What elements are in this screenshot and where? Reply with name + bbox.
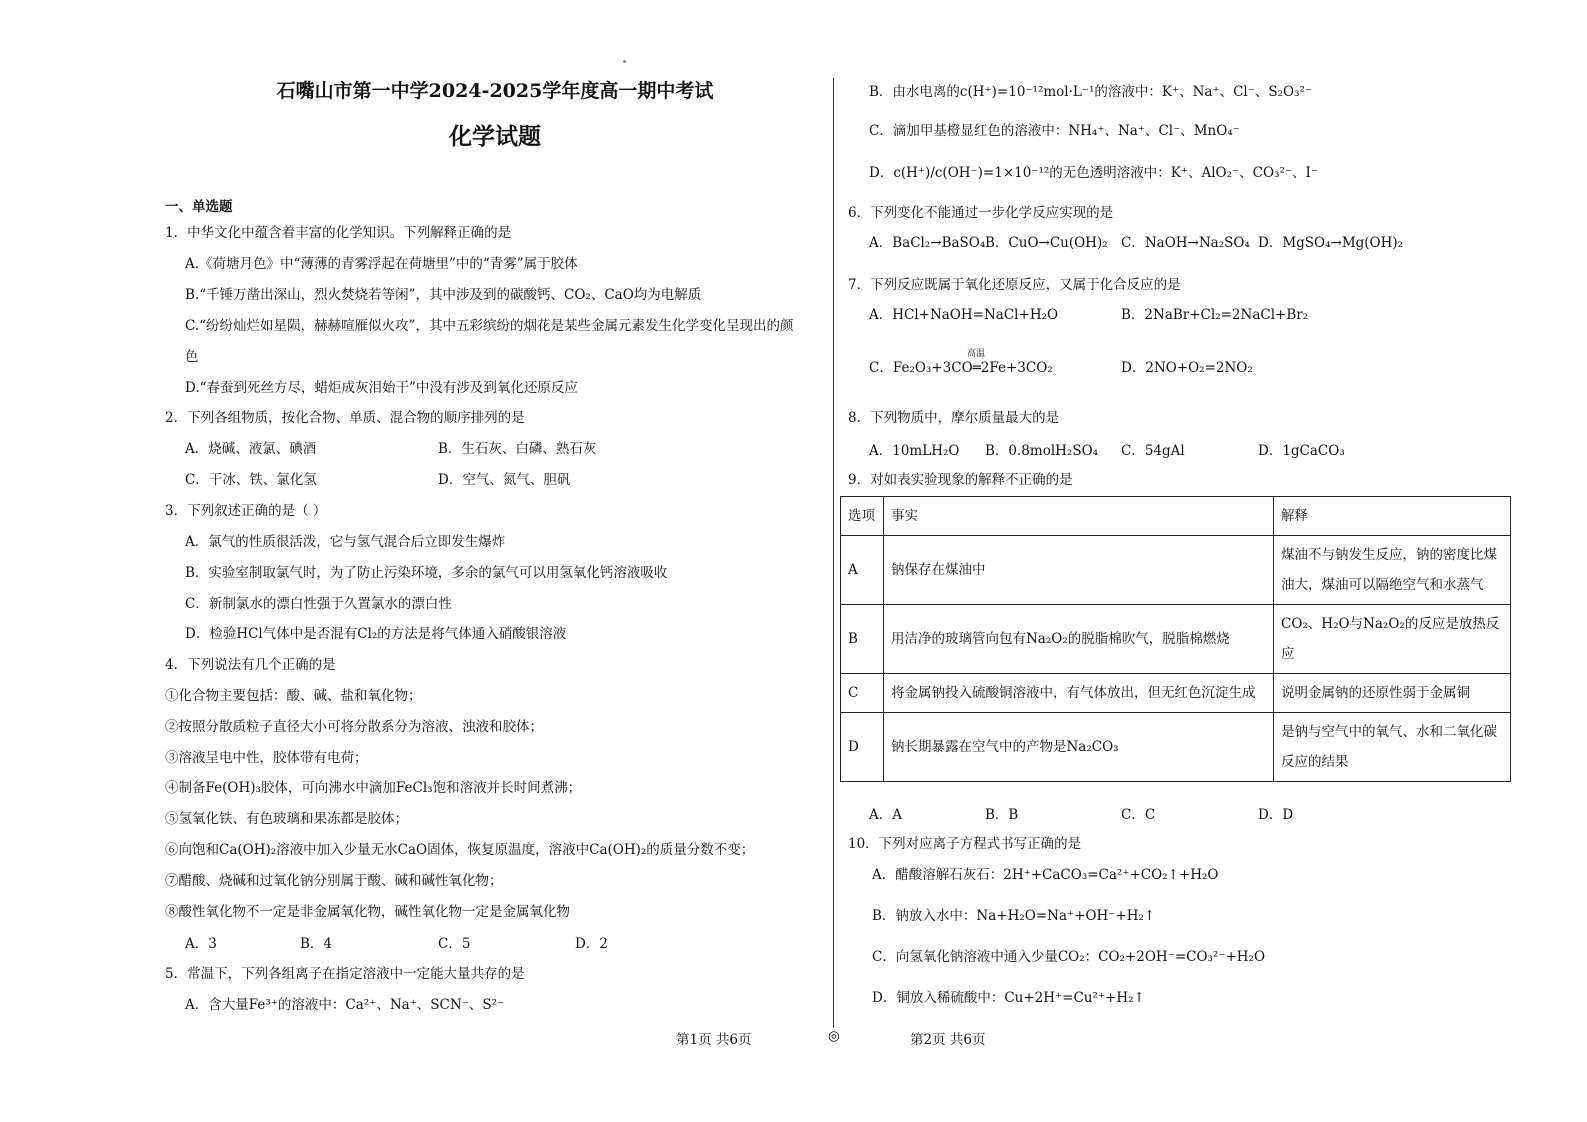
q2-option-d: D．空气、氮气、胆矾 [438,472,571,488]
q9-option-c: C．C [1121,807,1156,823]
q1-option-a: A.《荷塘月色》中“薄薄的青雾浮起在荷塘里”中的“青雾”属于胶体 [185,256,578,272]
table-cell-fact: 钠长期暴露在空气中的产物是Na₂CO₃ [884,713,1274,782]
explanation-line: CO₂、H₂O与Na₂O₂的反应是放热反 [1281,616,1500,632]
table-cell-explanation [1274,536,1511,605]
q2-option-b: B．生石灰、白磷、熟石灰 [438,441,597,457]
table-cell-explanation [1274,674,1511,713]
q4-statement-2: ②按照分散质粒子直径大小可将分散系分为溶液、浊液和胶体； [165,719,543,735]
q2-option-a: A．烧碱、液氯、碘酒 [185,441,317,457]
q4-statement-6: ⑥向饱和Ca(OH)₂溶液中加入少量无水CaO固体，恢复原温度，溶液中Ca(OH)₂的质量分数不变； [165,842,755,858]
q10-option-c: C．向氢氧化钠溶液中通入少量CO₂：CO₂+2OH⁻=CO₃²⁻+H₂O [872,949,1266,965]
column-divider [833,78,834,1028]
question-4-stem: 4．下列说法有几个正确的是 [165,657,336,673]
table-header-cell: 解释 [1274,497,1511,536]
question-3-stem: 3．下列叙述正确的是（ ） [165,503,327,519]
explanation-line: 应 [1281,646,1295,662]
explanation-line: 说明金属钠的还原性弱于金属铜 [1281,685,1470,701]
q7-option-a: A．HCl+NaOH=NaCl+H₂O [869,307,1059,323]
q8-option-d: D．1gCaCO₃ [1258,443,1345,459]
table-cell-fact: 钠保存在煤油中 [884,536,1274,605]
table-cell-fact: 将金属钠投入硫酸铜溶液中，有气体放出，但无红色沉淀生成 [884,674,1274,713]
question-5-stem: 5．常温下，下列各组离子在指定溶液中一定能大量共存的是 [165,966,525,982]
q1-option-b: B.“千锤万凿出深山，烈火焚烧若等闲”，其中涉及到的碳酸钙、CO₂、CaO均为电解质 [185,287,702,303]
question-1-stem: 1．中华文化中蕴含着丰富的化学知识。下列解释正确的是 [165,225,512,241]
q1-option-c: C.“纷纷灿烂如星陨，赫赫喧雁似火攻”，其中五彩缤纷的烟花是某些金属元素发生化学变化呈现出的颜 [185,318,794,334]
question-2-stem: 2．下列各组物质，按化合物、单质、混合物的顺序排列的是 [165,410,525,426]
table-cell-option: C [841,674,884,713]
q4-statement-5: ⑤氢氧化铁、有色玻璃和果冻都是胶体； [165,811,408,827]
q4-option-c: C．5 [438,936,471,952]
table-cell-option: B [841,605,884,674]
q4-statement-8: ⑧酸性氧化物不一定是非金属氧化物，碱性氧化物一定是金属氧化物 [165,904,570,920]
q10-option-b: B．钠放入水中：Na+H₂O=Na⁺+OH⁻+H₂↑ [872,908,1156,924]
q6-option-d: D．MgSO₄→Mg(OH)₂ [1258,235,1404,251]
table-row [841,713,1511,782]
q2-option-c: C．干冰、铁、氯化氢 [185,472,317,488]
q4-statement-7: ⑦醋酸、烧碱和过氧化钠分别属于酸、碱和碱性氧化物； [165,873,503,889]
q10-option-a: A．醋酸溶解石灰石：2H⁺+CaCO₃=Ca²⁺+CO₂↑+H₂O [872,867,1219,883]
explanation-line: 煤油不与钠发生反应，钠的密度比煤 [1281,547,1497,563]
q1-option-c-cont: 色 [185,349,199,365]
binding-circle-icon: ◎ [828,1028,840,1044]
explanation-line: 油大，煤油可以隔绝空气和水蒸气 [1281,577,1484,593]
q5-option-a: A．含大量Fe³⁺的溶液中：Ca²⁺、Na⁺、SCN⁻、S²⁻ [185,997,505,1013]
explanation-line: 是钠与空气中的氧气、水和二氧化碳 [1281,724,1497,740]
table-row [841,536,1511,605]
school-title: 石嘴山市第一中学2024-2025学年度高一期中考试 [276,80,714,102]
q4-option-d: D．2 [575,936,608,952]
table-row [841,605,1511,674]
q6-option-b: B．CuO→Cu(OH)₂ [985,235,1108,251]
q4-statement-1: ①化合物主要包括：酸、碱、盐和氧化物； [165,688,422,704]
page-number-left: 第1页 共6页 [676,1032,752,1048]
q3-option-c: C．新制氯水的漂白性强于久置氯水的漂白性 [185,596,452,612]
q7-option-b: B．2NaBr+Cl₂=2NaCl+Br₂ [1121,307,1309,323]
question-8-stem: 8．下列物质中，摩尔质量最大的是 [848,410,1060,426]
question-7-stem: 7．下列反应既属于氧化还原反应，又属于化合反应的是 [848,277,1181,293]
q4-option-a: A．3 [185,936,217,952]
q1-option-d: D.“春蚕到死丝方尽，蜡炬成灰泪始干”中没有涉及到氧化还原反应 [185,380,578,396]
q5-option-b: B．由水电离的c(H⁺)=10⁻¹²mol·L⁻¹的溶液中：K⁺、Na⁺、Cl⁻、S₂O₃²⁻ [869,84,1313,100]
question-9-stem: 9．对如表实验现象的解释不正确的是 [848,472,1073,488]
table-row [841,674,1511,713]
q10-option-d: D．铜放入稀硫酸中：Cu+2H⁺=Cu²⁺+H₂↑ [872,990,1145,1006]
question-10-stem: 10．下列对应离子方程式书写正确的是 [848,836,1082,852]
q8-option-c: C．54gAl [1121,443,1185,459]
q4-statement-3: ③溶液呈电中性，胶体带有电荷； [165,750,368,766]
q3-option-a: A．氯气的性质很活泼，它与氢气混合后立即发生爆炸 [185,534,506,550]
page-number-right: 第2页 共6页 [910,1032,986,1048]
q6-option-a: A．BaCl₂→BaSO₄ [869,235,986,251]
section-heading: 一、单选题 [165,199,233,215]
table-header-cell: 事实 [884,497,1274,536]
q3-option-b: B．实验室制取氯气时，为了防止污染环境，多余的氯气可以用氢氧化钙溶液吸收 [185,565,668,581]
q3-option-d: D．检验HCl气体中是否混有Cl₂的方法是将气体通入硝酸银溶液 [185,626,567,642]
q5-option-c: C．滴加甲基橙显红色的溶液中：NH₄⁺、Na⁺、Cl⁻、MnO₄⁻ [869,123,1240,139]
q7-option-c: C．Fe₂O₃+3CO═2Fe+3CO₂ [869,360,1053,376]
q4-statement-4: ④制备Fe(OH)₃胶体，可向沸水中滴加FeCl₃饱和溶液并长时间煮沸； [165,780,582,796]
q5-option-d: D．c(H⁺)/c(OH⁻)=1×10⁻¹²的无色透明溶液中：K⁺、AlO₂⁻、CO₃²⁻、I⁻ [869,165,1318,181]
table-header-row [841,497,1511,536]
table-cell-explanation [1274,713,1511,782]
q7-option-d: D．2NO+O₂=2NO₂ [1121,360,1253,376]
q7-option-c-condition: 高温 [967,349,986,359]
q6-option-c: C．NaOH→Na₂SO₄ [1121,235,1250,251]
q9-option-d: D．D [1258,807,1294,823]
question-6-stem: 6．下列变化不能通过一步化学反应实现的是 [848,205,1114,221]
scan-dot [623,60,626,63]
q4-option-b: B．4 [300,936,333,952]
q8-option-b: B．0.8molH₂SO₄ [985,443,1099,459]
subject-title: 化学试题 [449,123,541,150]
table-cell-explanation [1274,605,1511,674]
q8-option-a: A．10mLH₂O [869,443,960,459]
table-cell-option: A [841,536,884,605]
q9-option-b: B．B [985,807,1019,823]
explanation-line: 反应的结果 [1281,754,1349,770]
table-cell-option: D [841,713,884,782]
q9-option-a: A．A [869,807,902,823]
table-cell-fact: 用洁净的玻璃管向包有Na₂O₂的脱脂棉吹气，脱脂棉燃烧 [884,605,1274,674]
experiment-table [840,496,1511,782]
table-header-cell: 选项 [841,497,884,536]
